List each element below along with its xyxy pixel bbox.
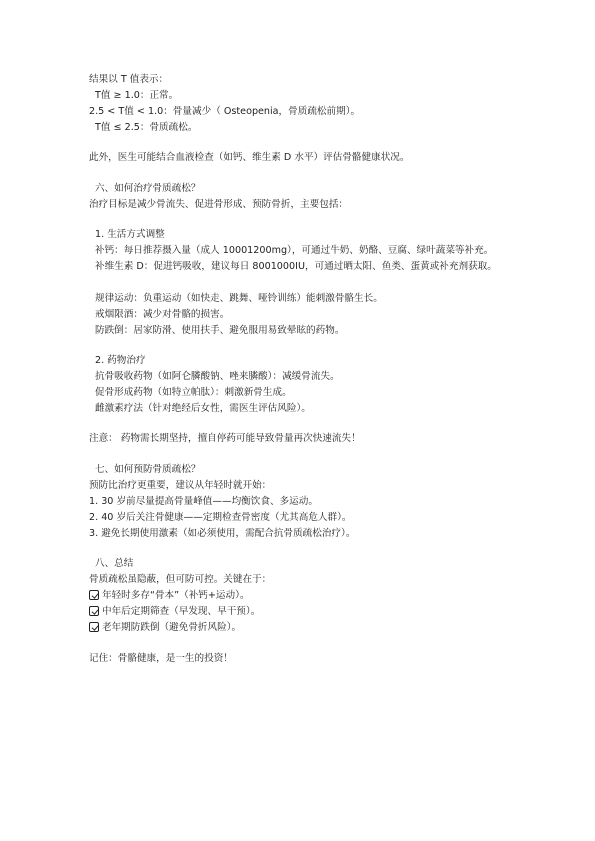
medication-item: 抗骨吸收药物（如阿仑膦酸钠、唑来膦酸）：减缓骨流失。 [95,371,340,382]
checklist-item [89,605,260,619]
lifestyle-item: 戒烟限酒：减少对骨骼的损害。 [95,309,230,320]
checked-box-icon [89,606,99,616]
prevention-item: 2. 40 岁后关注骨健康——定期检查骨密度（尤其高危人群）。 [89,512,352,523]
lifestyle-item: 补钙：每日推荐摄入量（成人 10001200mg），可通过牛奶、奶酪、豆腐、绿叶蔬菜等补充。 [95,245,494,256]
lifestyle-title: 1. 生活方式调整 [95,229,165,240]
section-6-intro: 治疗目标是减少骨流失、促进骨形成、预防骨折，主要包括： [89,199,349,210]
checklist-item-text: 中年后定期筛查（早发现、早干预）。 [102,606,261,617]
prevention-item: 1. 30 岁前尽量提高骨量峰值——均衡饮食、多运动。 [89,496,318,507]
lifestyle-item: 防跌倒：居家防滑、使用扶手、避免服用易致晕眩的药物。 [95,325,345,336]
additional-tests: 此外，医生可能结合血液检查（如钙、维生素 D 水平）评估骨骼健康状况。 [89,152,410,163]
closing-line: 记住：骨骼健康，是一生的投资！ [89,653,233,664]
results-intro: 结果以 T 值表示： [89,74,169,85]
tscore-osteopenia: 2.5 < T值 < 1.0：骨量减少（ Osteopenia，骨质疏松前期）。 [89,106,361,117]
section-7-intro: 预防比治疗更重要，建议从年轻时就开始： [89,480,272,491]
medication-item: 雌激素疗法（针对绝经后女性，需医生评估风险）。 [95,403,311,414]
prevention-item: 3. 避免长期使用激素（如必须使用，需配合抗骨质疏松治疗）。 [89,528,356,539]
checklist-item-text: 老年期防跌倒（避免骨折风险）。 [102,622,242,633]
checklist-item [89,621,241,635]
checked-box-icon [89,590,99,600]
tscore-normal: T值 ≥ 1.0：正常。 [95,90,179,101]
lifestyle-item: 补维生素 D：促进钙吸收，建议每日 8001000IU，可通过晒太阳、鱼类、蛋黄或补充剂获取。 [95,261,497,272]
section-8-heading: 八、总结 [95,558,134,569]
checklist-item-text: 年轻时多存“骨本”（补钙+运动）。 [102,590,250,601]
medication-title: 2. 药物治疗 [95,355,146,366]
section-7-heading: 七、如何预防骨质疏松？ [95,464,201,475]
tscore-osteoporosis: T值 ≤ 2.5：骨质疏松。 [95,122,198,133]
lifestyle-item: 规律运动：负重运动（如快走、跳舞、哑铃训练）能刺激骨骼生长。 [95,293,383,304]
checklist-item [89,589,250,603]
section-8-intro: 骨质疏松虽隐蔽，但可防可控。关键在于： [89,574,272,585]
medication-note: 注意： 药物需长期坚持，擅自停药可能导致骨量再次快速流失！ [89,433,361,444]
medication-item: 促骨形成药物（如特立帕肽）：刺激新骨生成。 [95,387,292,398]
checked-box-icon [89,622,99,632]
section-6-heading: 六、如何治疗骨质疏松？ [95,183,201,194]
